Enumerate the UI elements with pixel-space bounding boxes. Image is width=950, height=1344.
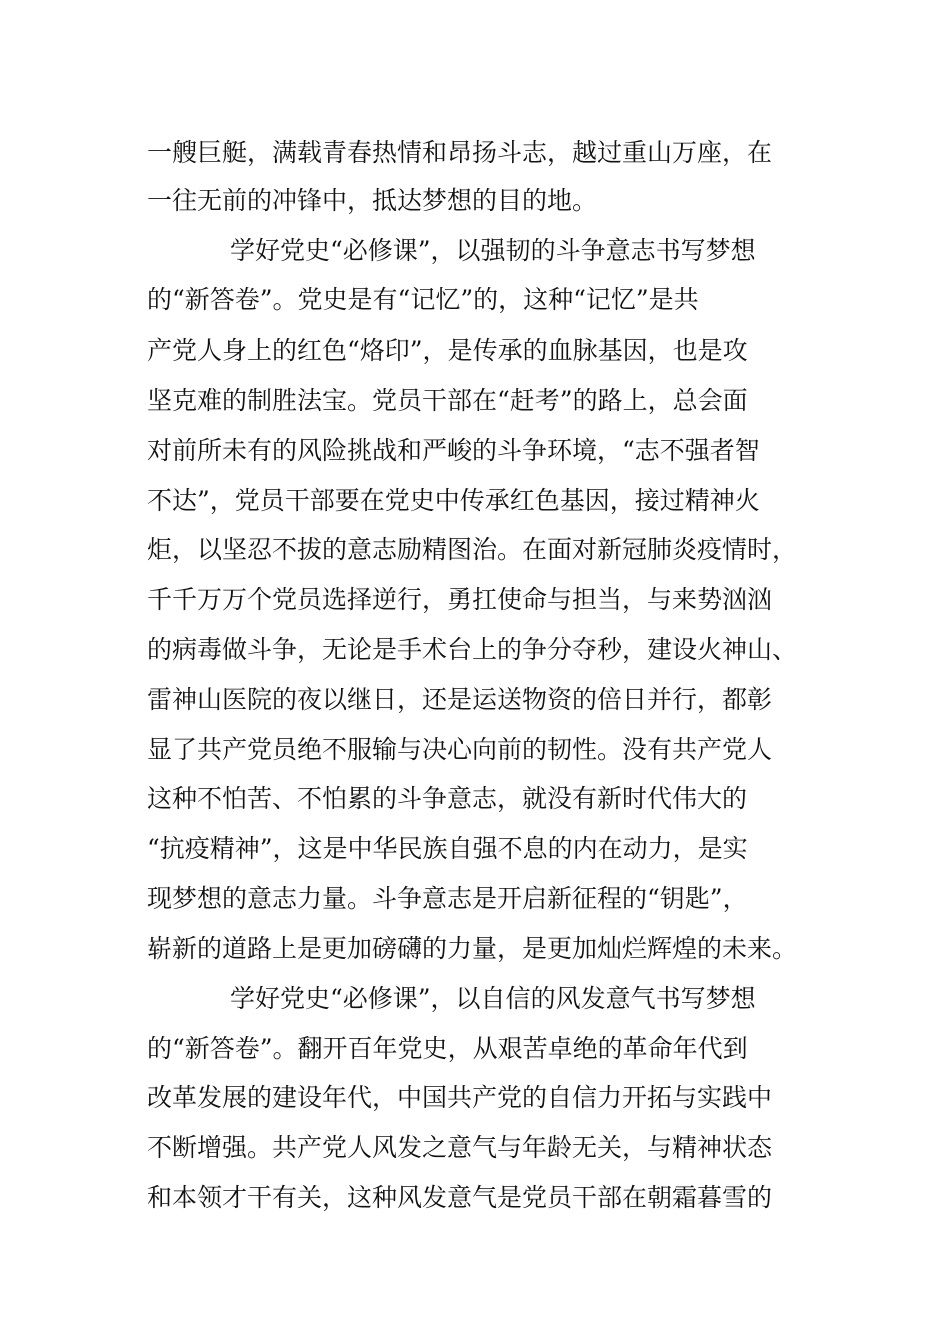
- text-line: “抗疫精神”，这是中华民族自强不息的内在动力，是实: [147, 834, 748, 863]
- text-line: 崭新的道路上是更加磅礴的力量，是更加灿烂辉煌的未来。: [147, 934, 798, 963]
- text-line: 现梦想的意志力量。斗争意志是开启新征程的“钥匙”，: [147, 884, 748, 913]
- text-line: 和本领才干有关，这种风发意气是党员干部在朝霜暮雪的: [147, 1183, 773, 1212]
- text-line: 雷神山医院的夜以继日，还是运送物资的倍日并行，都彰: [147, 685, 773, 714]
- text-line: 这种不怕苦、不怕累的斗争意志，就没有新时代伟大的: [147, 784, 748, 813]
- text-line: 对前所未有的风险挑战和严峻的斗争环境，“志不强者智: [147, 436, 760, 465]
- paragraph-first-line: 学好党史“必修课”，以强韧的斗争意志书写梦想: [230, 236, 756, 265]
- text-line: 的“新答卷”。党史是有“记忆”的，这种“记忆”是共: [147, 285, 699, 314]
- text-line: 不断增强。共产党人风发之意气与年龄无关，与精神状态: [147, 1133, 773, 1162]
- text-line: 一艘巨艇，满载青春热情和昂扬斗志，越过重山万座，在: [147, 138, 773, 167]
- text-line: 不达”，党员干部要在党史中传承红色基因，接过精神火: [147, 486, 760, 515]
- text-line: 显了共产党员绝不服输与决心向前的韧性。没有共产党人: [147, 735, 773, 764]
- text-line: 的“新答卷”。翻开百年党史，从艰苦卓绝的革命年代到: [147, 1034, 748, 1063]
- text-line: 炬，以坚忍不拔的意志励精图治。在面对新冠肺炎疫情时，: [147, 535, 798, 564]
- text-line: 的病毒做斗争，无论是手术台上的争分夺秒，建设火神山、: [147, 635, 798, 664]
- text-line: 改革发展的建设年代，中国共产党的自信力开拓与实践中: [147, 1083, 773, 1112]
- text-line: 千千万万个党员选择逆行，勇扛使命与担当，与来势汹汹: [147, 585, 773, 614]
- text-line: 一往无前的冲锋中，抵达梦想的目的地。: [147, 186, 598, 215]
- paragraph-first-line: 学好党史“必修课”，以自信的风发意气书写梦想: [230, 984, 756, 1013]
- text-line: 坚克难的制胜法宝。党员干部在“赶考”的路上，总会面: [147, 386, 748, 415]
- text-line: 产党人身上的红色“烙印”，是传承的血脉基因，也是攻: [147, 336, 748, 365]
